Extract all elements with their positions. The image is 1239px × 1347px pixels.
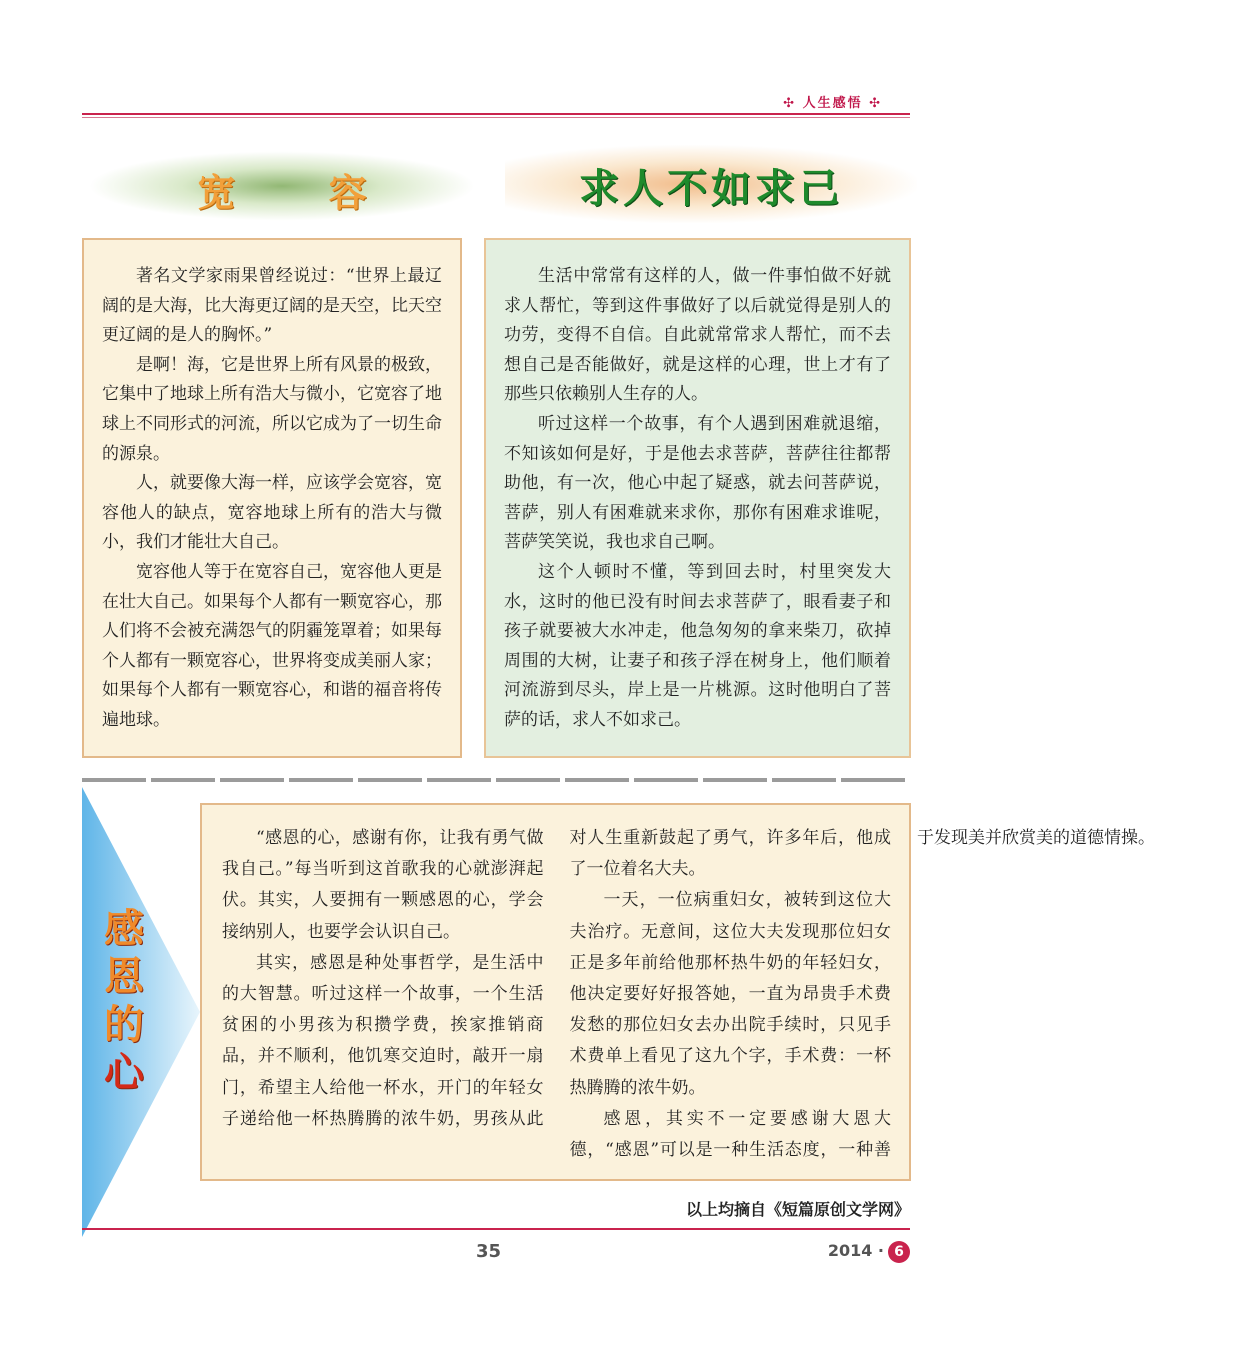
article-kuanrong: [82, 238, 462, 758]
title-qiuren: 求人不如求己: [579, 166, 843, 212]
paragraph: 是啊！海，它是世界上所有风景的极致，它集中了地球上所有浩大与微小，它宽容了地球上不同形式的河流，所以它成为了一切生命的源泉。: [102, 354, 442, 464]
title-kuanrong-banner: [82, 150, 482, 222]
paragraph: 一天，一位病重妇女，被转到这位大夫治疗。无意间，这位大夫发现那位妇女正是多年前给他那杯热牛奶的年轻妇女，他决定要好好报答她，一直为昂贵手术费发愁的那位妇女去办出院手续时，只见手术费单上看见了这九个字，手术费：一杯热腾腾的浓牛奶。: [569, 890, 891, 1098]
title-char: 感: [104, 906, 144, 952]
paragraph: 其实，感恩是种处事哲学，是生活中的大智慧。听过这样一个故事，一个生活贫困的小男孩为积攒学费，挨家推销商品，并不顺利，他饥寒交迫时，敲开一扇门，希望主人给他一杯水，开门的年轻女子递给他一杯热腾腾的浓牛奶，男孩从此对人生重新鼓起了勇气，许多年后，他成了一位着名大夫。: [222, 828, 891, 1129]
article-ganen: [200, 803, 1155, 1181]
title-ganen-vertical: [100, 905, 148, 1097]
title-char: 恩: [104, 954, 144, 1000]
paragraph: 感恩，其实不一定要感谢大恩大德，“感恩”可以是一种生活态度，一种善于发现美并欣赏美的道德情操。: [569, 828, 1155, 1161]
title-char: 心: [104, 1050, 144, 1096]
source-note: 以上均摘自《短篇原创文学网》: [685, 1200, 910, 1219]
title-qiuren-banner: [505, 145, 917, 223]
paragraph: 生活中常常有这样的人，做一件事怕做不好就求人帮忙，等到这件事做好了以后就觉得是别人的功劳，变得不自信。自此就常常求人帮忙，而不去想自己是否能做好，就是这样的心理，世上才有了那些只依赖别人生存的人。: [504, 266, 891, 405]
paragraph: 著名文学家雨果曾经说过：“世界上最辽阔的是大海，比大海更辽阔的是天空，比天空更辽阔的是人的胸怀。”: [102, 266, 442, 346]
page-number: 35: [476, 1241, 502, 1262]
section-label: ✣ 人生感悟 ✣: [783, 96, 882, 111]
issue-number-badge: 6: [888, 1241, 910, 1263]
title-kuanrong: 宽 容: [197, 171, 407, 215]
header-rule-thin: [82, 117, 910, 118]
paragraph: 这个人顿时不懂，等到回去时，村里突发大水，这时的他已没有时间去求菩萨了，眼看妻子和孩子就要被大水冲走，他急匆匆的拿来柴刀，砍掉周围的大树，让妻子和孩子浮在树身上，他们顺着河流游到尽头，岸上是一片桃源。这时他明白了菩萨的话，求人不如求己。: [504, 561, 891, 730]
dashed-divider: [82, 778, 912, 782]
two-column-text: [222, 823, 1155, 1167]
paragraph: 宽容他人等于在宽容自己，宽容他人更是在壮大自己。如果每个人都有一颗宽容心，那人们将不会被充满怨气的阴霾笼罩着；如果每个人都有一颗宽容心，世界将变成美丽人家；如果每个人都有一颗宽容心，和谐的福音将传遍地球。: [102, 561, 442, 730]
article-qiuren: [484, 238, 911, 758]
title-char: 的: [104, 1002, 144, 1048]
paragraph: 听过这样一个故事，有个人遇到困难就退缩，不知该如何是好，于是他去求菩萨，菩萨往往都帮助他，有一次，他心中起了疑惑，就去问菩萨说，菩萨，别人有困难就来求你，那你有困难求谁呢，菩萨笑笑说，我也求自己啊。: [504, 413, 891, 553]
issue-info: [828, 1241, 910, 1263]
issue-year: 2014 ·: [827, 1241, 884, 1260]
footer-rule: [82, 1228, 910, 1230]
paragraph: “感恩的心，感谢有你，让我有勇气做我自己。”每当听到这首歌我的心就澎湃起伏。其实，人要拥有一颗感恩的心，学会接纳别人，也要学会认识自己。: [222, 828, 544, 942]
paragraph: 人，就要像大海一样，应该学会宽容，宽容他人的缺点，宽容地球上所有的浩大与微小，我们才能壮大自己。: [102, 473, 442, 553]
header-rule: [82, 113, 910, 115]
